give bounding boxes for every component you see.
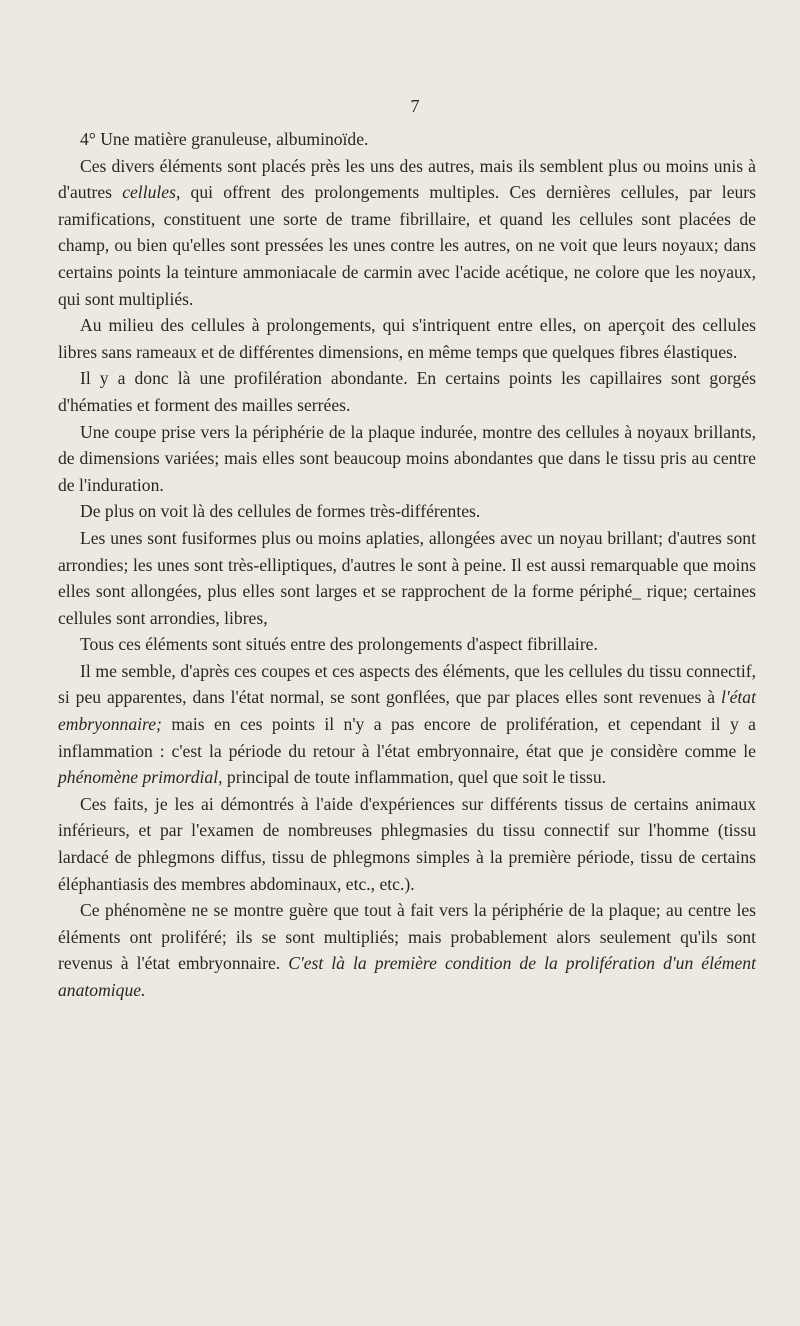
page-number: 7 bbox=[410, 96, 420, 116]
paragraph bbox=[58, 631, 756, 658]
text-run: 4° Une matière granuleuse, albuminoïde. bbox=[80, 129, 369, 149]
paragraph bbox=[58, 498, 756, 525]
text-run: mais en ces points il n'y a pas encore de prolifération, et cependant il y a inflammation : c'est la période du retour à l'état embryonnaire, état que je considère comme le bbox=[58, 714, 756, 761]
text-run: Ces divers éléments sont placés près les uns des autres, mais ils semblent plus ou moins unis à d'autres bbox=[58, 155, 756, 203]
text-run: Il me semble, d'après ces coupes et ces aspects des éléments, que les cellules du tissu connectif, si peu apparentes, dans l'état normal, se sont gonflées, que par places elles sont revenues à bbox=[58, 660, 756, 708]
text-run: principal de toute inflammation, quel que soit le tissu. bbox=[222, 767, 607, 788]
text-run: Les unes sont fusiformes plus ou moins aplaties, allongées avec un noyau brillant; d'autres sont arrondies; les unes sont très-elliptiques, d'autres le sont à peine. Il est aussi remarquable que moins elles sont allongées, plus elles sont larges et se rapprochent de la forme périphé_ rique; certaines cellules sont arrondies, libres, bbox=[58, 527, 756, 628]
body-text bbox=[58, 126, 756, 1004]
text-run: , qui offrent des prolongements multiples. Ces dernières cellules, par leurs ramifications, constituent une sorte de trame fibrillaire, et quand les cellules sont placées de champ, ou bien qu'elles sont pressées les unes contre les autres, on ne voit que leurs noyaux; dans certains points la teinture ammoniacale de carmin avec l'acide acétique, ne colore que les noyaux, qui sont multipliés. bbox=[58, 182, 756, 309]
text-run: Il y a donc là une profilération abondante. En certains points les capillaires sont gorgés d'hématies et forment des mailles serrées. bbox=[58, 368, 756, 415]
italic-text: C'est là la première condition de la prolifération d'un élément anatomique. bbox=[58, 953, 756, 1000]
paragraph bbox=[58, 153, 756, 313]
text-run: Ce phénomène ne se montre guère que tout à fait vers la périphérie de la plaque; au centre les éléments ont proliféré; ils se sont multipliés; mais probablement alors seulement qu'ils sont revenus à l'état embryonnaire. bbox=[58, 900, 756, 974]
text-run: Une coupe prise vers la périphérie de la plaque indurée, montre des cellules à noyaux brillants, de dimensions variées; mais elles sont beaucoup moins abondantes que dans le tissu pris au centre de l'induration. bbox=[58, 421, 756, 495]
paragraph bbox=[58, 126, 756, 153]
italic-text: l'état embryonnaire; bbox=[58, 687, 756, 735]
text-run: Au milieu des cellules à prolongements, qui s'intriquent entre elles, on aperçoit des cellules libres sans rameaux et de différentes dimensions, en même temps que quelques fibres élastiques. bbox=[58, 315, 756, 362]
italic-text: phénomène primordial, bbox=[58, 767, 223, 788]
paragraph bbox=[58, 419, 756, 499]
paragraph bbox=[58, 365, 756, 418]
paragraph bbox=[58, 897, 756, 1003]
text-run: Tous ces éléments sont situés entre des prolongements d'aspect fibrillaire. bbox=[80, 634, 598, 655]
paragraph bbox=[58, 791, 756, 897]
italic-text: cellules bbox=[122, 182, 176, 203]
text-run: Ces faits, je les ai démontrés à l'aide d'expériences sur différents tissus de certains animaux inférieurs, et par l'examen de nombreuses phlegmasies du tissu connectif sur l'homme (tissu lardacé de phlegmons diffus, tissu de phlegmons simples à la première période, tissu de certains éléphantiasis des membres abdominaux, etc., etc.). bbox=[58, 793, 756, 894]
text-run: De plus on voit là des cellules de formes très-différentes. bbox=[80, 501, 481, 522]
paragraph bbox=[58, 658, 756, 791]
paragraph bbox=[58, 525, 756, 631]
paragraph bbox=[58, 312, 756, 365]
